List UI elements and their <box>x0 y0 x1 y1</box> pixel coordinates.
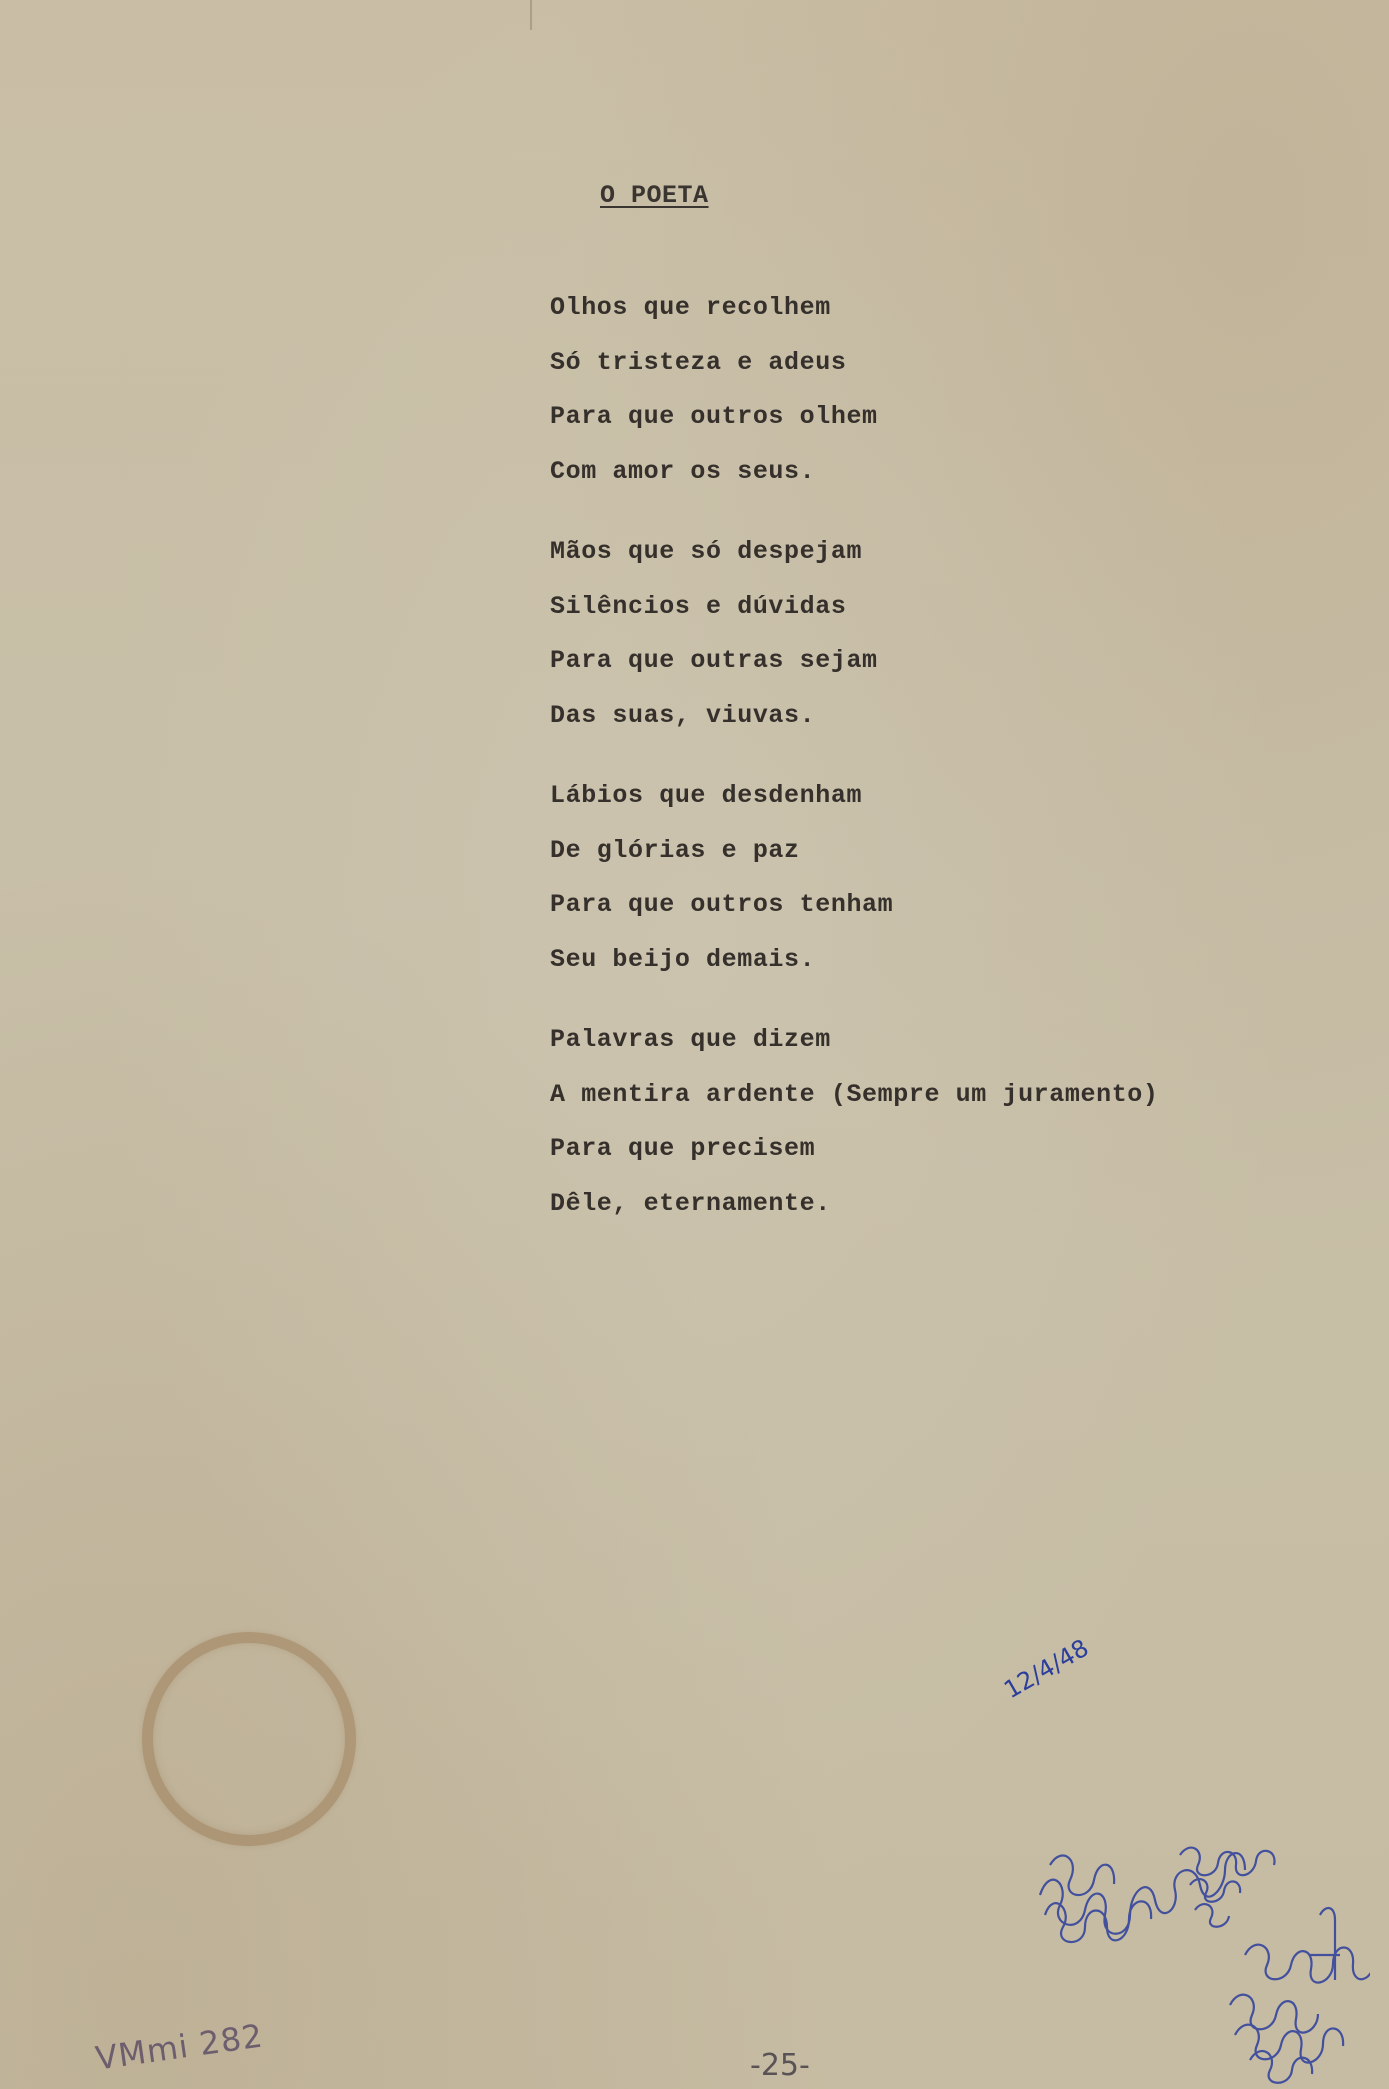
poem-title: O POETA <box>600 181 709 210</box>
pen-scribble <box>1020 1715 1370 2085</box>
stanza-3 <box>550 776 1159 994</box>
handwritten-date: 12/4/48 <box>999 1633 1094 1705</box>
poem-line: Para que outros tenham <box>550 890 894 919</box>
poem-line: Para que outras sejam <box>550 646 878 675</box>
poem-line: Palavras que dizem <box>550 1025 831 1054</box>
poem-line: Para que outros olhem <box>550 402 878 431</box>
poem-line: A mentira ardente (Sempre um juramento) <box>550 1079 1159 1109</box>
poem-line: Seu beijo demais. <box>550 944 816 974</box>
stanza-4 <box>550 1020 1159 1238</box>
poem-line: Mãos que só despejam <box>550 537 863 566</box>
poem-line: Lábios que desdenham <box>550 781 863 810</box>
stanza-1 <box>550 288 1159 506</box>
poem-line: Só tristeza e adeus <box>550 347 847 377</box>
poem-line: Dêle, eternamente. <box>550 1188 831 1218</box>
stanza-2 <box>550 532 1159 750</box>
coffee-ring-stain <box>142 1632 356 1846</box>
catalog-number: VMmi 282 <box>93 2016 266 2078</box>
poem-line: Para que precisem <box>550 1134 816 1163</box>
poem-line: Olhos que recolhem <box>550 293 831 322</box>
paper-crease <box>530 0 532 30</box>
poem-line: Com amor os seus. <box>550 456 816 486</box>
poem-line: Silêncios e dúvidas <box>550 591 847 621</box>
page-number: -25- <box>750 2048 810 2083</box>
poem-body <box>550 288 1159 1264</box>
poem-line: Das suas, viuvas. <box>550 700 816 730</box>
poem-line: De glórias e paz <box>550 835 800 865</box>
